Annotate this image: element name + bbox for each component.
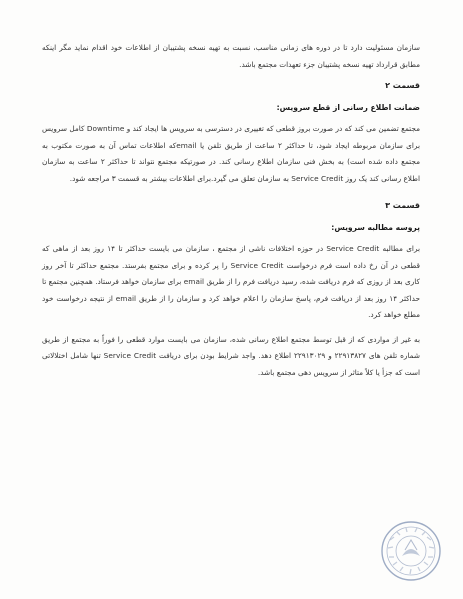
section-2-title: قسمت ۲: [385, 81, 420, 90]
section-2-subtitle: ضمانت اطلاع رسانی از قطع سرویس:: [276, 103, 420, 112]
section-3-title: قسمت ۳: [385, 201, 420, 210]
section-3-body-2: به غیر از مواردی که از قبل توسط مجتمع اطلاع رسانی شده، سازمان می بایست موارد قطعی را فوراً به مجتمع از طریق شماره تلفن های ۲۲۹۱۳۸۲۷ و ۲۲۹۱۳۰۲۹ اطلاع دهد. واجد شرایط بودن برای دریافت Service Credit تنها شامل اختلالاتی است که جزأ یا کلاً متاثر از سرویس دهی مجتمع باشد.: [42, 334, 421, 377]
section-3-body-1: برای مطالبه Service Credit در حوزه اختلافات ناشی از مجتمع ، سازمان می بایست حداکثر تا ۱۴ روز بعد از ماهی که قطعی در آن رخ داده است فرم درخواست Service Credit را پر کرده و برای مجتمع بفرستد. مجتمع حداکثر تا آخر روز کاری بعد از روزی که فرم دریافت شده، رسید دریافت فرم را از طریق email برای سازمان خواهد فرستاد. همچنین مجتمع تا حداکثر ۱۴ روز بعد از دریافت فرم، پاسخ سازمان را اعلام خواهد کرد و سازمان را از طریق email از نتیجه درخواست خود مطلع خواهد کرد.: [42, 244, 421, 319]
official-seal-stamp: [380, 520, 442, 582]
section-2-body: مجتمع تضمین می کند که در صورت بروز قطعی که تغییری در دسترسی به سرویس ها ایجاد کند و Downtime کامل سرویس برای سازمان مربوطه ایجاد شود، تا حداکثر ۲ ساعت از طریق تلفن یا emailکه اطلاعات تماس آن به صورت مکتوب به مجتمع داده شده است) به بخش فنی سازمان اطلاع رسانی کند. در صورتیکه مجتمع نتواند تا حداکثر ۲ ساعت به سازمان اطلاع رسانی کند یک روز Service Credit به سازمان تعلق می گیرد.برای اطلاعات بیشتر به قسمت ۳ مراجعه شود.: [42, 124, 420, 183]
document-content: [42, 40, 420, 381]
section-3-subtitle: پروسه مطالبه سرویس:: [331, 223, 420, 232]
intro-paragraph: سازمان مسئولیت دارد تا در دوره های زمانی مناسب، نسبت به تهیه نسخه پشتیبان از اطلاعات خود اقدام نماید مگر اینکه مطابق قرارداد تهیه نسخه پشتیبان جزء تعهدات مجتمع باشد.: [42, 43, 420, 69]
